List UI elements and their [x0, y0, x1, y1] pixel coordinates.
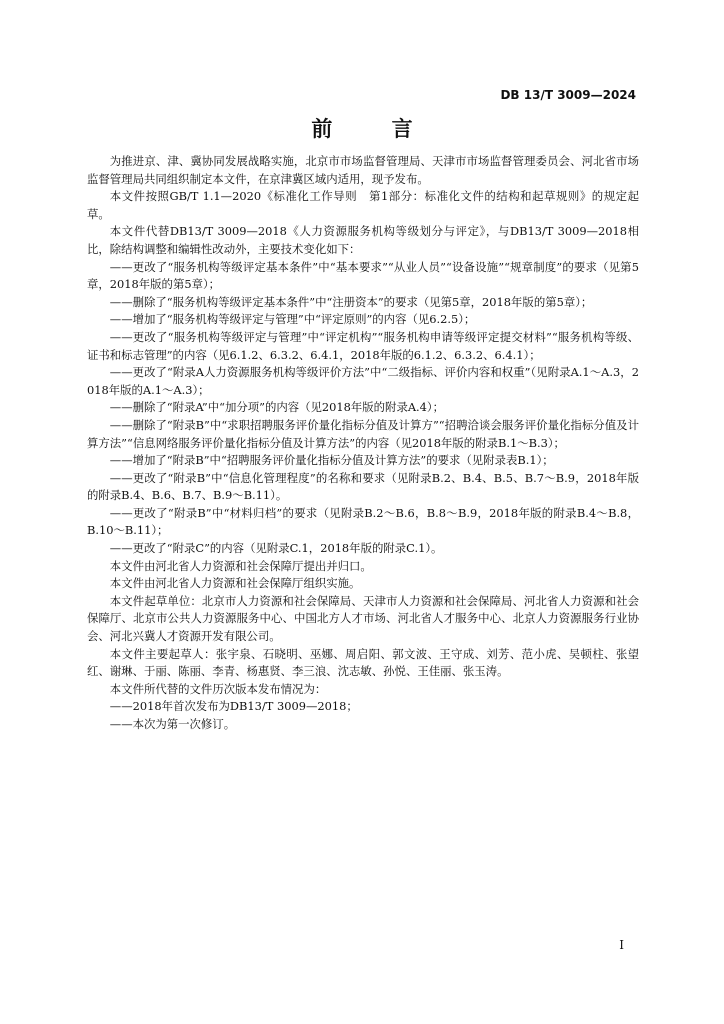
change-item: ——更改了“服务机构等级评定基本条件”中“基本要求”“从业人员”“设备设施”“规章制度”的要求（见第5章，2018年版的第5章）； — [87, 259, 639, 292]
change-item: ——增加了“附录B”中“招聘服务评价量化指标分值及计算方法”的要求（见附录表B.1）； — [109, 453, 554, 468]
paragraph: 本文件由河北省人力资源和社会保障厅提出并归口。 — [109, 558, 372, 573]
change-item: ——删除了“服务机构等级评定基本条件”中“注册资本”的要求（见第5章，2018年版的第5章）； — [109, 294, 593, 309]
change-item: ——更改了“附录A人力资源服务机构等级评价方法”中“二级指标、评价内容和权重”（见附录A.1～A.3，2018年版的A.1～A.3）； — [87, 365, 639, 397]
change-item: ——更改了“附录C”的内容（见附录C.1，2018年版的附录C.1）。 — [109, 541, 443, 556]
change-item: ——删除了“附录B”中“求职招聘服务评价量化指标分值及计算方”“招聘洽谈会服务评价量化指标分值及计算方法”“信息网络服务评价量化指标分值及计算方法”的内容（见2018年版的附录B.1～B.3）； — [87, 417, 639, 450]
change-item: ——增加了“服务机构等级评定与管理”中“评定原则”的内容（见6.2.5）； — [109, 312, 476, 327]
paragraph: 本文件所代替的文件历次版本发布情况为： — [109, 681, 327, 696]
drafters: 本文件主要起草人：张宇泉、石晓明、巫娜、周启阳、郭文波、王守成、刘芳、范小虎、吴顿柱、张望红、谢琳、于丽、陈丽、李青、杨惠贤、李三浪、沈志敏、孙悦、王佳丽、张玉涛。 — [87, 646, 639, 679]
document-code: DB 13/T 3009—2024 — [500, 88, 636, 102]
paragraph: 本文件由河北省人力资源和社会保障厅组织实施。 — [109, 576, 361, 591]
page-number: I — [619, 938, 624, 952]
change-item: ——更改了“附录B”中“材料归档”的要求（见附录B.2～B.6，B.8～B.9，2018年版的附录B.4～B.8，B.10～B.11）； — [87, 505, 639, 538]
paragraph: 为推进京、津、冀协同发展战略实施，北京市市场监督管理局、天津市市场监督管理委员会、河北省市场监督管理局共同组织制定本文件，在京津冀区域内适用，现予发布。 — [87, 154, 639, 186]
version-item: ——本次为第一次修订。 — [109, 717, 236, 731]
version-item: ——2018年首次发布为DB13/T 3009—2018； — [109, 699, 358, 714]
drafting-units: 本文件起草单位：北京市人力资源和社会保障局、天津市人力资源和社会保障局、河北省人力资源和社会保障厅、北京市公共人力资源服务中心、中国北方人才市场、河北省人才服务中心、北京人力资源服务行业协会、河北兴冀人才资源开发有限公司。 — [87, 593, 639, 644]
paragraph: 本文件代替DB13/T 3009—2018《人力资源服务机构等级划分与评定》，与DB13/T 3009—2018相比，除结构调整和编辑性改动外，主要技术变化如下： — [87, 224, 639, 256]
change-item: ——删除了“附录A”中“加分项”的内容（见2018年版的附录A.4）； — [109, 400, 445, 415]
page-title: 前 言 — [311, 117, 439, 141]
change-item: ——更改了“服务机构等级评定与管理”中“评定机构”“服务机构申请等级评定提交材料”“服务机构等级、证书和标志管理”的内容（见6.1.2、6.3.2、6.4.1，2018年版的6.1.2、6.3.2、6.4.1）； — [87, 329, 639, 362]
foreword-body — [87, 153, 639, 734]
paragraph: 本文件按照GB/T 1.1—2020《标准化工作导则 第1部分：标准化文件的结构和起草规则》的规定起草。 — [87, 189, 639, 221]
change-item: ——更改了“附录B”中“信息化管理程度”的名称和要求（见附录B.2、B.4、B.5、B.7～B.9，2018年版的附录B.4、B.6、B.7、B.9～B.11）。 — [87, 470, 639, 503]
